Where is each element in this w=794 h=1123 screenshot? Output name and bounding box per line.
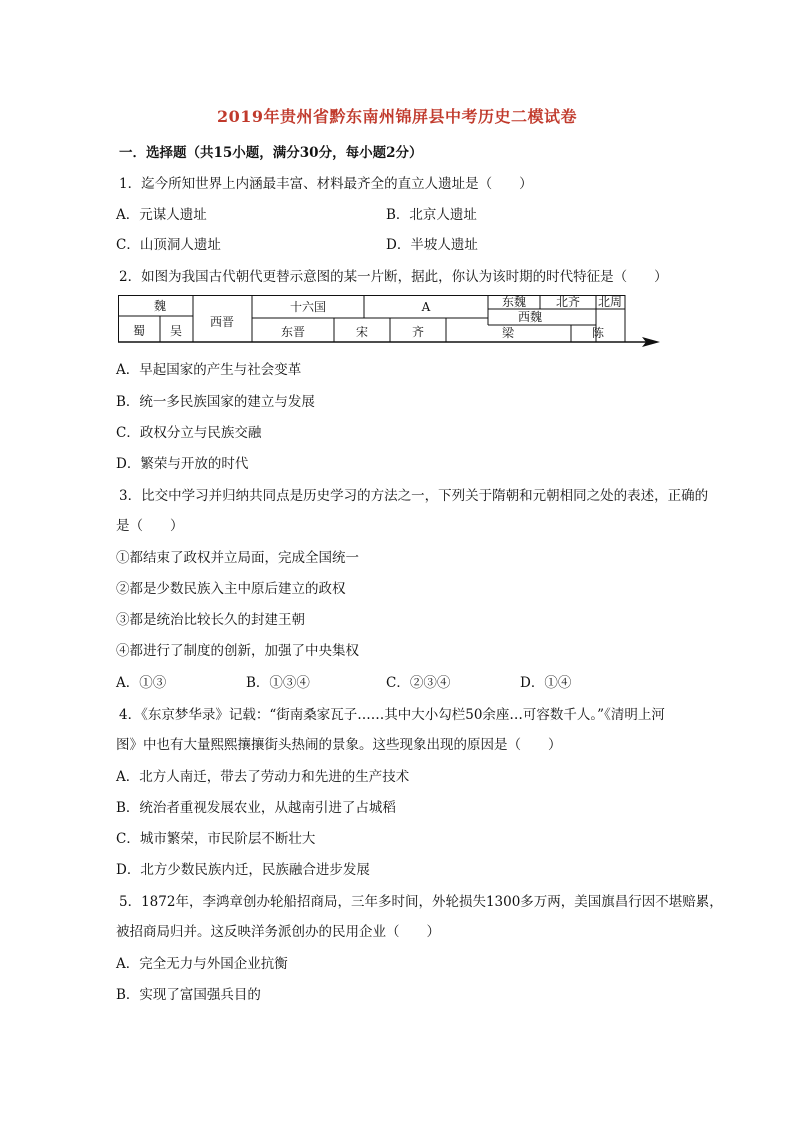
label-shu: 蜀: [132, 324, 146, 338]
q3-option-c: C．②③④: [386, 675, 451, 691]
label-wei: 魏: [153, 299, 167, 313]
q4-option-d: D．北方少数民族内迁，民族融合进步发展: [116, 862, 370, 878]
q1-option-a: A．元谋人遗址: [116, 207, 207, 223]
question-2-stem: 2．如图为我国古代朝代更替示意图的某一片断，据此，你认为该时期的时代特征是（ ）: [119, 269, 668, 285]
label-song: 宋: [355, 325, 369, 339]
label-liang: 梁: [501, 326, 515, 340]
q3-statement-2: ②都是少数民族入主中原后建立的政权: [116, 581, 346, 597]
q1-option-d: D．半坡人遗址: [386, 237, 478, 253]
q3-option-b: B．①③④: [246, 675, 310, 691]
q2-option-c: C．政权分立与民族交融: [116, 425, 262, 441]
q2-option-d: D．繁荣与开放的时代: [116, 456, 249, 472]
label-dong-wei: 东魏: [501, 295, 527, 309]
label-bei-zhou: 北周: [597, 295, 623, 309]
q1-option-b: B．北京人遗址: [386, 207, 477, 223]
q3-statement-1: ①都结束了政权并立局面，完成全国统一: [116, 550, 359, 566]
question-5-stem-line-2: 被招商局归并。这反映洋务派创办的民用企业（ ）: [116, 924, 440, 940]
q4-option-c: C．城市繁荣，市民阶层不断壮大: [116, 831, 316, 847]
q4-option-a: A．北方人南迁，带去了劳动力和先进的生产技术: [116, 769, 410, 785]
label-xi-jin: 西晋: [209, 315, 235, 329]
q3-statement-4: ④都进行了制度的创新，加强了中央集权: [116, 643, 359, 659]
dynasty-timeline-diagram: [118, 295, 663, 349]
label-bei-qi: 北齐: [555, 295, 581, 309]
q5-option-a: A．完全无力与外国企业抗衡: [116, 956, 288, 972]
question-3-stem-line-1: 3．比交中学习并归纳共同点是历史学习的方法之一，下列关于隋朝和元朝相同之处的表述，正确的: [119, 488, 709, 504]
q4-option-b: B．统治者重视发展农业，从越南引进了占城稻: [116, 800, 396, 816]
question-4-stem-line-1: 4．《东京梦华录》记载：“街南桑家瓦子……其中大小勾栏50余座…可容数千人。”《清明上河: [119, 707, 665, 723]
q5-option-b: B．实现了富国强兵目的: [116, 987, 261, 1003]
label-qi: 齐: [411, 325, 425, 339]
question-4-stem-line-2: 图》中也有大量熙熙攘攘街头热闹的景象。这些现象出现的原因是（ ）: [116, 737, 562, 753]
q2-option-b: B．统一多民族国家的建立与发展: [116, 394, 315, 410]
question-3-stem-line-2: 是（ ）: [116, 518, 184, 534]
q3-statement-3: ③都是统治比较长久的封建王朝: [116, 612, 305, 628]
q3-option-d: D．①④: [520, 675, 572, 691]
page-title: 2019年贵州省黔东南州锦屏县中考历史二模试卷: [216, 107, 578, 126]
label-sixteen-kingdoms: 十六国: [289, 300, 327, 314]
label-xi-wei: 西魏: [517, 310, 543, 324]
question-5-stem-line-1: 5．1872年，李鸿章创办轮船招商局，三年多时间，外轮损失1300多万两，美国旗昌行因不堪赔累，: [119, 894, 723, 910]
label-dong-jin: 东晋: [280, 325, 306, 339]
label-a: A: [421, 300, 431, 314]
q3-option-a: A．①③: [116, 675, 167, 691]
q1-option-c: C．山顶洞人遗址: [116, 237, 221, 253]
label-chen: 陈: [591, 326, 605, 340]
label-wu: 吴: [169, 324, 183, 338]
q2-option-a: A．早起国家的产生与社会变革: [116, 362, 302, 378]
section-heading: 一．选择题（共15小题，满分30分，每小题2分）: [119, 145, 423, 161]
question-1-stem: 1．迄今所知世界上内涵最丰富、材料最齐全的直立人遗址是（ ）: [119, 176, 533, 192]
